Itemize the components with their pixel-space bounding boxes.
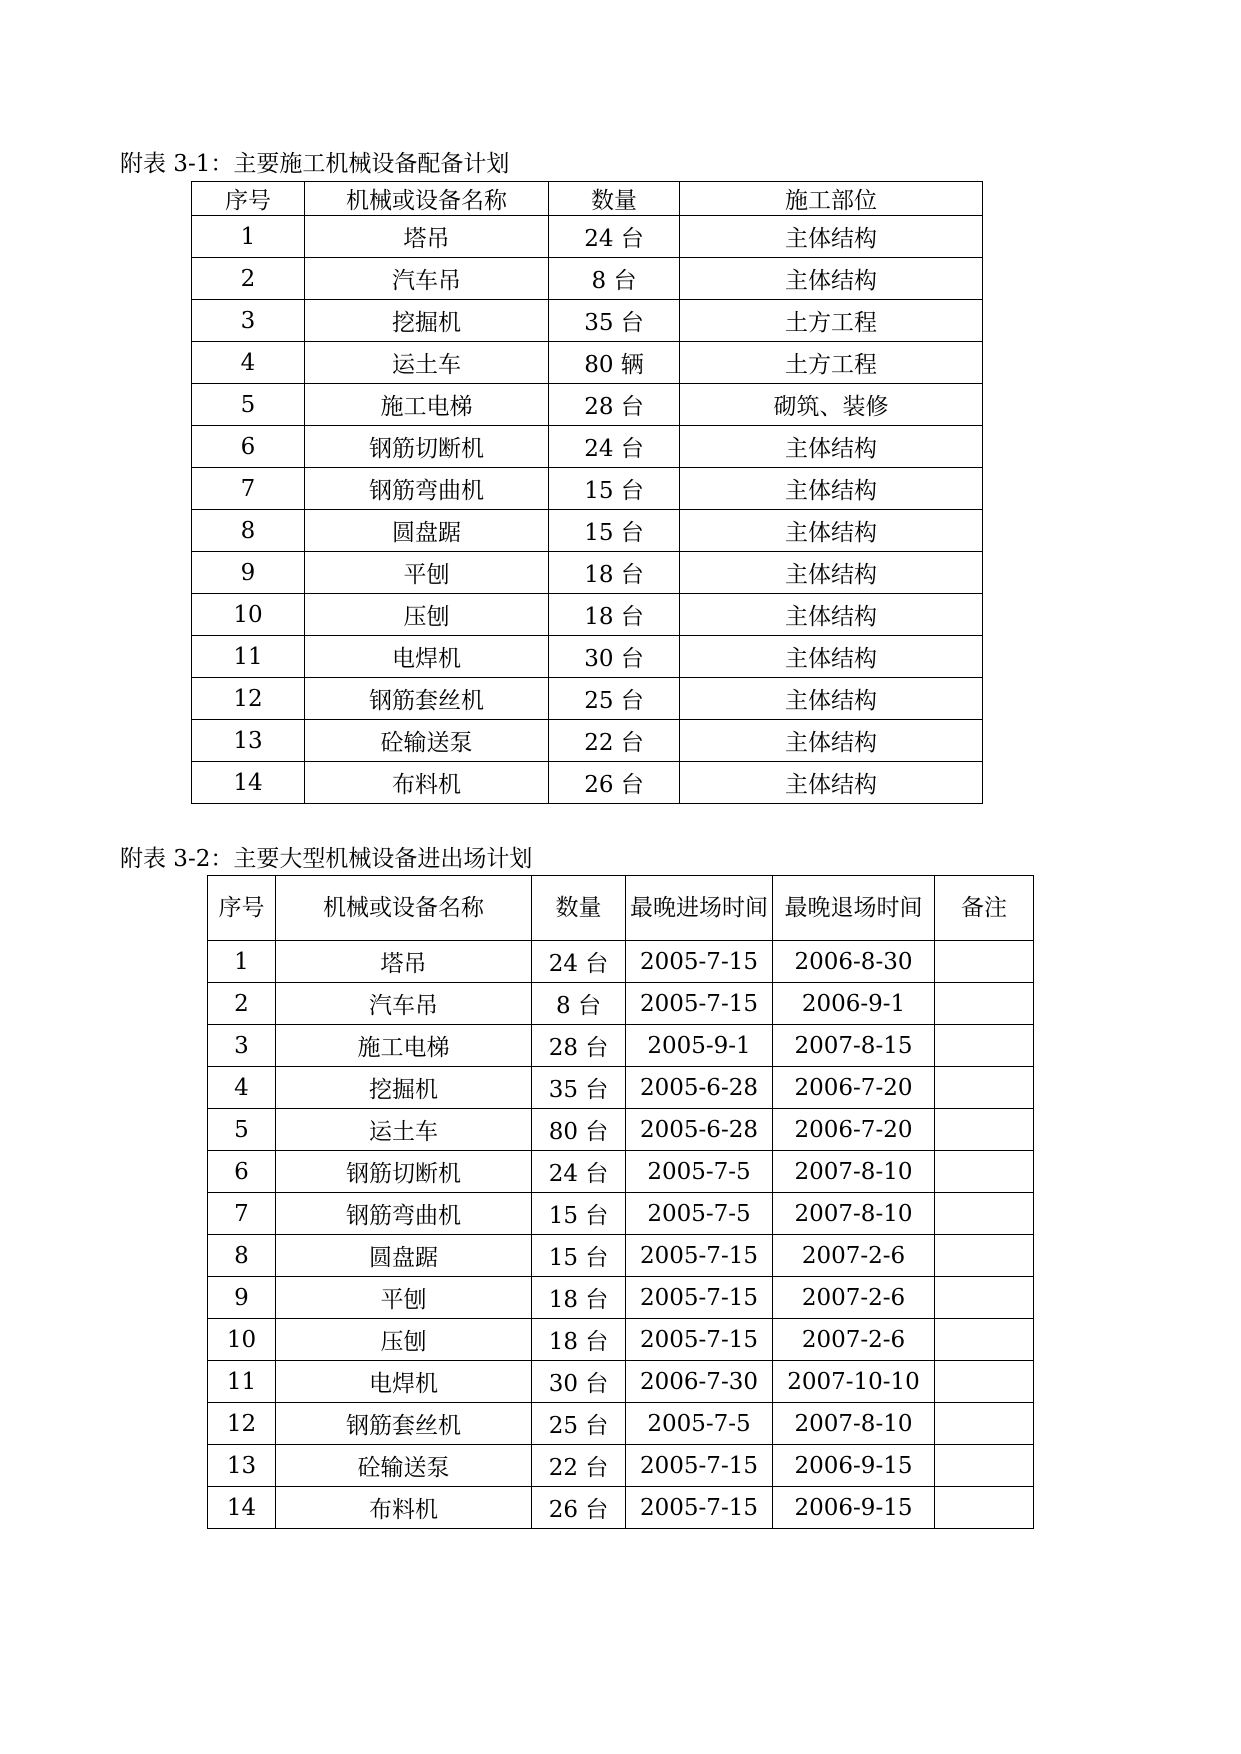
cell-seq: 13 xyxy=(192,720,305,762)
cell-remarks xyxy=(935,1067,1034,1109)
cell-latest-exit-time: 2007-8-10 xyxy=(773,1151,935,1193)
cell-latest-entry-time: 2005-7-15 xyxy=(626,941,773,983)
table-row xyxy=(208,1277,1034,1319)
table1-caption: 附表 3-1：主要施工机械设备配备计划 xyxy=(120,151,510,177)
table-row xyxy=(208,1151,1034,1193)
table-row xyxy=(192,300,983,342)
table-header-row xyxy=(208,876,1034,941)
cell-seq: 3 xyxy=(208,1025,276,1067)
header-equipment-name: 机械或设备名称 xyxy=(276,876,532,941)
cell-seq: 14 xyxy=(208,1487,276,1529)
table-row xyxy=(208,1319,1034,1361)
cell-work-area: 主体结构 xyxy=(680,762,983,804)
cell-work-area: 主体结构 xyxy=(680,510,983,552)
cell-quantity: 80 台 xyxy=(532,1109,626,1151)
table-row xyxy=(208,1235,1034,1277)
cell-seq: 4 xyxy=(208,1067,276,1109)
cell-equipment-name: 平刨 xyxy=(276,1277,532,1319)
cell-equipment-name: 钢筋切断机 xyxy=(305,426,549,468)
cell-equipment-name: 布料机 xyxy=(276,1487,532,1529)
cell-quantity: 18 台 xyxy=(532,1319,626,1361)
cell-latest-entry-time: 2005-7-15 xyxy=(626,1487,773,1529)
header-work-area: 施工部位 xyxy=(680,182,983,216)
table-row xyxy=(208,983,1034,1025)
table-row xyxy=(192,258,983,300)
cell-work-area: 主体结构 xyxy=(680,552,983,594)
cell-equipment-name: 施工电梯 xyxy=(305,384,549,426)
cell-latest-exit-time: 2007-8-10 xyxy=(773,1403,935,1445)
cell-seq: 5 xyxy=(208,1109,276,1151)
cell-latest-entry-time: 2005-7-15 xyxy=(626,983,773,1025)
header-quantity: 数量 xyxy=(532,876,626,941)
cell-equipment-name: 电焊机 xyxy=(276,1361,532,1403)
table-row xyxy=(208,1487,1034,1529)
cell-latest-entry-time: 2005-7-15 xyxy=(626,1445,773,1487)
cell-equipment-name: 平刨 xyxy=(305,552,549,594)
cell-latest-entry-time: 2005-9-1 xyxy=(626,1025,773,1067)
cell-latest-exit-time: 2006-8-30 xyxy=(773,941,935,983)
cell-latest-exit-time: 2007-2-6 xyxy=(773,1235,935,1277)
table-row xyxy=(208,1403,1034,1445)
cell-work-area: 主体结构 xyxy=(680,468,983,510)
equipment-schedule-table xyxy=(207,875,1034,1529)
cell-remarks xyxy=(935,1445,1034,1487)
cell-seq: 6 xyxy=(208,1151,276,1193)
table-row xyxy=(208,941,1034,983)
cell-quantity: 25 台 xyxy=(532,1403,626,1445)
cell-equipment-name: 汽车吊 xyxy=(305,258,549,300)
table-row xyxy=(192,342,983,384)
cell-quantity: 26 台 xyxy=(532,1487,626,1529)
cell-seq: 8 xyxy=(192,510,305,552)
cell-quantity: 18 台 xyxy=(549,594,680,636)
cell-seq: 9 xyxy=(208,1277,276,1319)
cell-equipment-name: 布料机 xyxy=(305,762,549,804)
header-equipment-name: 机械或设备名称 xyxy=(305,182,549,216)
cell-quantity: 24 台 xyxy=(549,216,680,258)
cell-equipment-name: 塔吊 xyxy=(305,216,549,258)
cell-quantity: 25 台 xyxy=(549,678,680,720)
cell-quantity: 15 台 xyxy=(549,510,680,552)
cell-equipment-name: 施工电梯 xyxy=(276,1025,532,1067)
cell-seq: 8 xyxy=(208,1235,276,1277)
cell-work-area: 土方工程 xyxy=(680,342,983,384)
table-row xyxy=(192,468,983,510)
cell-quantity: 18 台 xyxy=(532,1277,626,1319)
cell-remarks xyxy=(935,1109,1034,1151)
cell-remarks xyxy=(935,1277,1034,1319)
cell-work-area: 土方工程 xyxy=(680,300,983,342)
cell-seq: 3 xyxy=(192,300,305,342)
cell-seq: 5 xyxy=(192,384,305,426)
table-header-row xyxy=(192,182,983,216)
cell-latest-exit-time: 2006-9-15 xyxy=(773,1445,935,1487)
cell-seq: 11 xyxy=(192,636,305,678)
table-row xyxy=(192,426,983,468)
cell-quantity: 30 台 xyxy=(549,636,680,678)
cell-remarks xyxy=(935,983,1034,1025)
cell-latest-exit-time: 2006-7-20 xyxy=(773,1067,935,1109)
cell-equipment-name: 压刨 xyxy=(305,594,549,636)
cell-latest-exit-time: 2006-7-20 xyxy=(773,1109,935,1151)
cell-latest-entry-time: 2005-7-15 xyxy=(626,1235,773,1277)
cell-seq: 4 xyxy=(192,342,305,384)
cell-equipment-name: 塔吊 xyxy=(276,941,532,983)
cell-quantity: 22 台 xyxy=(532,1445,626,1487)
table-row xyxy=(192,216,983,258)
cell-quantity: 80 辆 xyxy=(549,342,680,384)
cell-seq: 11 xyxy=(208,1361,276,1403)
cell-quantity: 30 台 xyxy=(532,1361,626,1403)
cell-quantity: 15 台 xyxy=(532,1193,626,1235)
cell-remarks xyxy=(935,1319,1034,1361)
cell-remarks xyxy=(935,1151,1034,1193)
cell-latest-entry-time: 2005-7-15 xyxy=(626,1319,773,1361)
header-seq: 序号 xyxy=(208,876,276,941)
cell-work-area: 主体结构 xyxy=(680,426,983,468)
cell-quantity: 24 台 xyxy=(532,941,626,983)
cell-equipment-name: 钢筋弯曲机 xyxy=(305,468,549,510)
table-row xyxy=(208,1193,1034,1235)
cell-latest-exit-time: 2006-9-1 xyxy=(773,983,935,1025)
cell-equipment-name: 钢筋切断机 xyxy=(276,1151,532,1193)
cell-quantity: 35 台 xyxy=(532,1067,626,1109)
header-latest-entry-time: 最晚进场时间 xyxy=(626,876,773,941)
cell-latest-entry-time: 2005-6-28 xyxy=(626,1067,773,1109)
cell-equipment-name: 圆盘踞 xyxy=(276,1235,532,1277)
table2-caption: 附表 3-2：主要大型机械设备进出场计划 xyxy=(120,846,533,872)
table-row xyxy=(192,762,983,804)
equipment-allocation-table xyxy=(191,181,983,804)
cell-remarks xyxy=(935,1403,1034,1445)
cell-latest-entry-time: 2005-7-5 xyxy=(626,1403,773,1445)
cell-remarks xyxy=(935,1487,1034,1529)
cell-quantity: 18 台 xyxy=(549,552,680,594)
cell-work-area: 主体结构 xyxy=(680,720,983,762)
header-latest-exit-time: 最晚退场时间 xyxy=(773,876,935,941)
cell-latest-exit-time: 2006-9-15 xyxy=(773,1487,935,1529)
cell-work-area: 主体结构 xyxy=(680,678,983,720)
cell-seq: 12 xyxy=(208,1403,276,1445)
cell-seq: 9 xyxy=(192,552,305,594)
cell-equipment-name: 挖掘机 xyxy=(276,1067,532,1109)
cell-work-area: 主体结构 xyxy=(680,258,983,300)
cell-remarks xyxy=(935,1025,1034,1067)
cell-latest-entry-time: 2005-7-5 xyxy=(626,1151,773,1193)
cell-quantity: 35 台 xyxy=(549,300,680,342)
cell-equipment-name: 砼输送泵 xyxy=(305,720,549,762)
table-row xyxy=(192,720,983,762)
cell-seq: 1 xyxy=(208,941,276,983)
cell-seq: 10 xyxy=(192,594,305,636)
cell-seq: 6 xyxy=(192,426,305,468)
cell-quantity: 28 台 xyxy=(532,1025,626,1067)
cell-remarks xyxy=(935,941,1034,983)
cell-quantity: 24 台 xyxy=(549,426,680,468)
cell-seq: 13 xyxy=(208,1445,276,1487)
cell-quantity: 24 台 xyxy=(532,1151,626,1193)
cell-work-area: 主体结构 xyxy=(680,216,983,258)
cell-equipment-name: 汽车吊 xyxy=(276,983,532,1025)
cell-seq: 7 xyxy=(208,1193,276,1235)
cell-quantity: 8 台 xyxy=(532,983,626,1025)
cell-remarks xyxy=(935,1361,1034,1403)
cell-quantity: 8 台 xyxy=(549,258,680,300)
table-row xyxy=(192,678,983,720)
cell-equipment-name: 圆盘踞 xyxy=(305,510,549,552)
cell-latest-exit-time: 2007-8-15 xyxy=(773,1025,935,1067)
cell-equipment-name: 运土车 xyxy=(305,342,549,384)
cell-work-area: 砌筑、装修 xyxy=(680,384,983,426)
cell-quantity: 22 台 xyxy=(549,720,680,762)
header-remarks: 备注 xyxy=(935,876,1034,941)
table-row xyxy=(192,384,983,426)
cell-quantity: 26 台 xyxy=(549,762,680,804)
table-row xyxy=(208,1361,1034,1403)
cell-latest-exit-time: 2007-2-6 xyxy=(773,1319,935,1361)
cell-seq: 10 xyxy=(208,1319,276,1361)
cell-quantity: 15 台 xyxy=(549,468,680,510)
cell-seq: 2 xyxy=(208,983,276,1025)
table-row xyxy=(192,636,983,678)
cell-latest-exit-time: 2007-2-6 xyxy=(773,1277,935,1319)
cell-latest-entry-time: 2005-7-5 xyxy=(626,1193,773,1235)
table-row xyxy=(208,1109,1034,1151)
cell-latest-entry-time: 2006-7-30 xyxy=(626,1361,773,1403)
cell-seq: 7 xyxy=(192,468,305,510)
cell-equipment-name: 电焊机 xyxy=(305,636,549,678)
cell-seq: 1 xyxy=(192,216,305,258)
cell-work-area: 主体结构 xyxy=(680,636,983,678)
cell-latest-entry-time: 2005-7-15 xyxy=(626,1277,773,1319)
cell-work-area: 主体结构 xyxy=(680,594,983,636)
table-row xyxy=(192,552,983,594)
table-row xyxy=(208,1067,1034,1109)
table-row xyxy=(208,1445,1034,1487)
cell-seq: 12 xyxy=(192,678,305,720)
cell-equipment-name: 压刨 xyxy=(276,1319,532,1361)
cell-equipment-name: 钢筋弯曲机 xyxy=(276,1193,532,1235)
cell-quantity: 15 台 xyxy=(532,1235,626,1277)
table-row xyxy=(192,510,983,552)
cell-latest-exit-time: 2007-10-10 xyxy=(773,1361,935,1403)
cell-remarks xyxy=(935,1235,1034,1277)
cell-equipment-name: 运土车 xyxy=(276,1109,532,1151)
cell-latest-entry-time: 2005-6-28 xyxy=(626,1109,773,1151)
table-row xyxy=(192,594,983,636)
cell-seq: 14 xyxy=(192,762,305,804)
cell-equipment-name: 钢筋套丝机 xyxy=(276,1403,532,1445)
cell-remarks xyxy=(935,1193,1034,1235)
table-row xyxy=(208,1025,1034,1067)
cell-latest-exit-time: 2007-8-10 xyxy=(773,1193,935,1235)
header-quantity: 数量 xyxy=(549,182,680,216)
cell-seq: 2 xyxy=(192,258,305,300)
header-seq: 序号 xyxy=(192,182,305,216)
cell-equipment-name: 挖掘机 xyxy=(305,300,549,342)
cell-quantity: 28 台 xyxy=(549,384,680,426)
cell-equipment-name: 钢筋套丝机 xyxy=(305,678,549,720)
cell-equipment-name: 砼输送泵 xyxy=(276,1445,532,1487)
